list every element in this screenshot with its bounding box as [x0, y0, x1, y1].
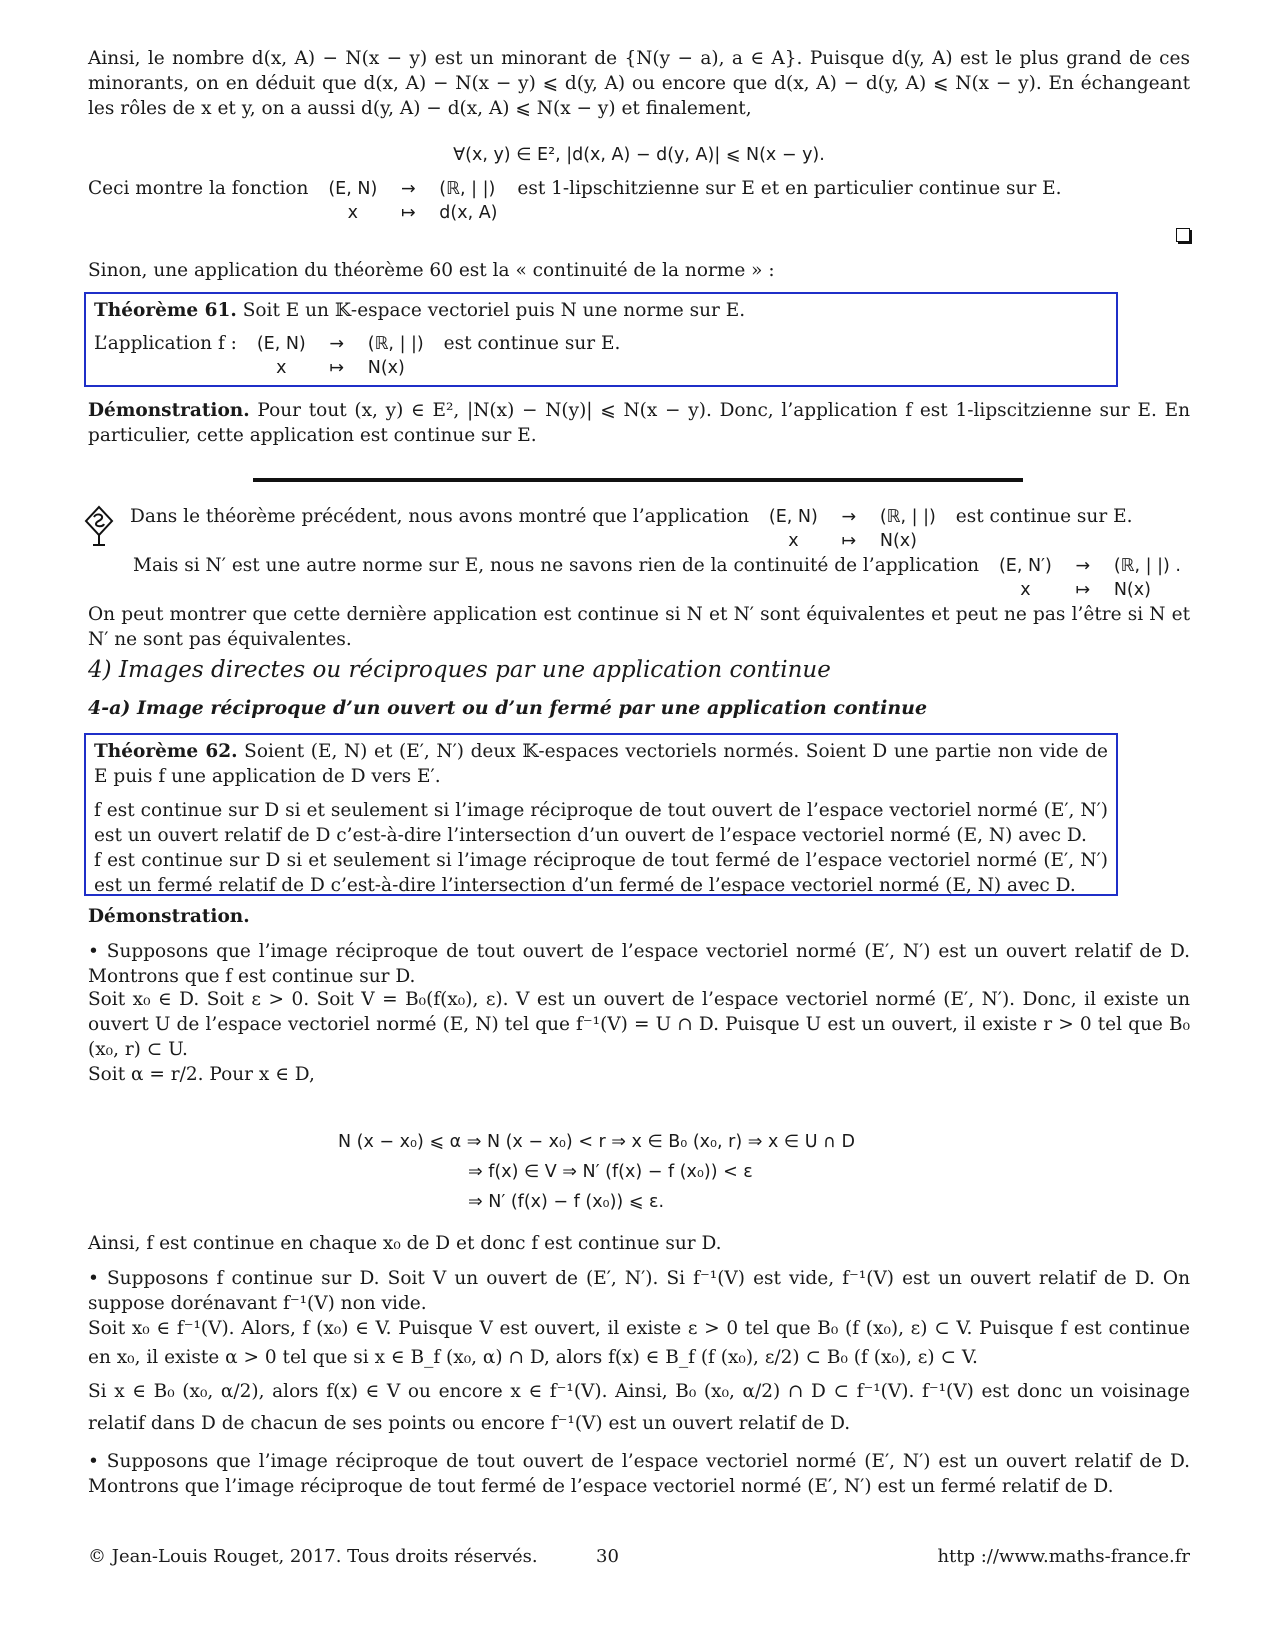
map-image: N(x): [367, 358, 405, 378]
implication-line-2: ⇒ f(x) ∈ V ⇒ N′ (f(x) − f (x₀)) < ε: [468, 1162, 753, 1182]
map-domain: (E, N): [768, 507, 818, 527]
demonstration-62-bullet-3: • Supposons que l’image réciproque de tout ouvert de l’espace vectoriel normé (E′, N′) est un ouvert relatif de D. Montrons que l’image réciproque de tout fermé de l’espace vectoriel normé (E′, N′) est un fermé relatif de D.: [88, 1451, 1190, 1497]
map-var: x: [788, 531, 799, 551]
section-4a-heading: 4-a) Image réciproque d’un ouvert ou d’un fermé par une application continue: [88, 697, 928, 719]
remark-question: Mais si N′ est une autre norme sur E, nous ne savons rien de la continuité de l’application: [133, 555, 980, 576]
map-to: ↦: [329, 358, 345, 378]
theorem-61-mapping: [257, 332, 424, 380]
paragraph-minorant: Ainsi, le nombre d(x, A) − N(x − y) est un minorant de {N(y − a), a ∈ A}. Puisque d(y, A) est le plus grand de ces minorants, on en déduit que d(x, A) − N(x − y) ⩽ d(y, A) ou encore que d(x, A) − d(y, A) ⩽ N(x − y). En échangeant les rôles de x et y, on a aussi d(y, A) − d(x, A) ⩽ N(x − y) et finalement,: [88, 48, 1190, 119]
map-arrow: →: [400, 179, 416, 199]
footer-page-number: 30: [596, 1546, 619, 1567]
mapping-distance: [328, 177, 497, 225]
demonstration-62-title: Démonstration.: [88, 906, 250, 927]
demonstration-61-title: Démonstration.: [88, 400, 250, 421]
theorem-62-open: f est continue sur D si et seulement si l’image réciproque de tout ouvert de l’espace vectoriel normé (E′, N′) est un ouvert relatif de D c’est-à-dire l’intersection d’un ouvert de l’espace vectoriel normé (E, N) avec D.: [94, 800, 1108, 846]
demonstration-62-conclusion-1: Ainsi, f est continue en chaque x₀ de D et donc f est continue sur D.: [88, 1233, 722, 1254]
remark-mapping-1: [769, 505, 936, 553]
theorem-61-box: [84, 292, 1118, 387]
map-arrow: →: [1075, 556, 1091, 576]
theorem-61-application: L’application f :: [94, 333, 237, 354]
map-to: ↦: [1075, 580, 1091, 600]
map-image: d(x, A): [439, 203, 498, 223]
theorem-61-text: Soit E un 𝕂-espace vectoriel puis N une norme sur E.: [242, 300, 746, 321]
map-domain: (E, N): [328, 179, 378, 199]
theorem-62-title: Théorème 62.: [94, 741, 238, 762]
implication-line-3: ⇒ N′ (f(x) − f (x₀)) ⩽ ε.: [468, 1192, 665, 1212]
map-codomain: (ℝ, | |): [439, 179, 496, 199]
theorem-62-text: Soient (E, N) et (E′, N′) deux 𝕂-espaces vectoriels normés. Soient D une partie non vide de E puis f une application de D vers E′.: [94, 741, 1108, 787]
demonstration-62-bullet-2: • Supposons f continue sur D. Soit V un ouvert de (E′, N′). Si f⁻¹(V) est vide, f⁻¹(V) est un ouvert relatif de D. On suppose dorénavant f⁻¹(V) non vide.: [88, 1268, 1190, 1314]
demonstration-62-bullet-1-proof: Soit x₀ ∈ D. Soit ε > 0. Soit V = B₀(f(x₀), ε). V est un ouvert de l’espace vectoriel normé (E′, N′). Donc, il existe un ouvert U de l’espace vectoriel normé (E, N) tel que f⁻¹(V) = U ∩ D. Puisque U est un ouvert, il existe r > 0 tel que B₀ (x₀, r) ⊂ U.: [88, 989, 1190, 1060]
demonstration-61-text: Pour tout (x, y) ∈ E², |N(x) − N(y)| ⩽ N(x − y). Donc, l’application f est 1-lipscitzienne sur E. En particulier, cette application est continue sur E.: [88, 400, 1190, 446]
map-var: x: [347, 203, 358, 223]
demonstration-61: [88, 398, 1190, 448]
remark-line-1: [130, 505, 1190, 553]
dangerous-bend-icon: [84, 505, 114, 549]
map-var: x: [276, 358, 287, 378]
function-intro: Ceci montre la fonction: [88, 178, 309, 199]
implication-line-1: N (x − x₀) ⩽ α ⇒ N (x − x₀) < r ⇒ x ∈ B₀ (x₀, r) ⇒ x ∈ U ∩ D: [338, 1132, 855, 1152]
map-codomain: (ℝ, | |): [367, 334, 424, 354]
map-codomain: (ℝ, | |): [879, 507, 936, 527]
function-conclusion: est 1-lipschitzienne sur E et en particulier continue sur E.: [517, 178, 1062, 199]
remark-line-2: [133, 554, 1193, 602]
map-codomain: (ℝ, | |) .: [1113, 556, 1181, 576]
demonstration-62-bullet-2-neighbourhood: Si x ∈ B₀ (x₀, α/2), alors f(x) ∈ V ou encore x ∈ f⁻¹(V). Ainsi, B₀ (x₀, α/2) ∩ D ⊂ f⁻¹(V). f⁻¹(V) est donc un voisinage relatif dans D de chacun de ses points ou encore f⁻¹(V) est un ouvert relatif de D.: [88, 1381, 1190, 1434]
theorem-61-conclusion: est continue sur E.: [443, 333, 621, 354]
map-image: N(x): [879, 531, 917, 551]
remark-mapping-2: [999, 554, 1181, 602]
map-domain: (E, N′): [998, 556, 1052, 576]
footer-copyright: © Jean-Louis Rouget, 2017. Tous droits réservés.: [88, 1546, 538, 1567]
qed-square-icon: [1176, 228, 1190, 242]
section-divider: [253, 478, 1023, 482]
map-arrow: →: [841, 507, 857, 527]
demonstration-62-bullet-1: • Supposons que l’image réciproque de tout ouvert de l’espace vectoriel normé (E′, N′) est un ouvert relatif de D. Montrons que f est continue sur D.: [88, 941, 1190, 987]
demonstration-62-alpha: Soit α = r/2. Pour x ∈ D,: [88, 1064, 315, 1085]
theorem-61-title: Théorème 61.: [94, 300, 237, 321]
demonstration-62-bullet-2-proof: Soit x₀ ∈ f⁻¹(V). Alors, f (x₀) ∈ V. Puisque V est ouvert, il existe ε > 0 tel que B₀ (f (x₀), ε) ⊂ V. Puisque f est continue en x₀, il existe α > 0 tel que si x ∈ B_f (x₀, α) ∩ D, alors f(x) ∈ B_f (f (x₀), ε/2) ⊂ B₀ (f (x₀), ε) ⊂ V.: [88, 1318, 1190, 1368]
footer-website-link[interactable]: http ://www.maths-france.fr: [937, 1546, 1190, 1567]
theorem-62-box: [84, 733, 1118, 896]
map-image: N(x): [1113, 580, 1151, 600]
map-to: ↦: [400, 203, 416, 223]
map-domain: (E, N): [256, 334, 306, 354]
theorem-62-closed: f est continue sur D si et seulement si l’image réciproque de tout fermé de l’espace vectoriel normé (E′, N′) est un fermé relatif de D c’est-à-dire l’intersection d’un fermé de l’espace vectoriel normé (E, N) avec D.: [94, 850, 1108, 896]
paragraph-function: [88, 177, 1190, 225]
map-to: ↦: [841, 531, 857, 551]
equation-lipschitz: ∀(x, y) ∈ E², |d(x, A) − d(y, A)| ⩽ N(x − y).: [453, 145, 825, 165]
paragraph-norm-continuity: Sinon, une application du théorème 60 est la « continuité de la norme » :: [88, 260, 775, 281]
section-4-heading: 4) Images directes ou réciproques par une application continue: [88, 657, 831, 683]
remark-conclusion: est continue sur E.: [955, 506, 1133, 527]
remark-intro: Dans le théorème précédent, nous avons montré que l’application: [130, 506, 750, 527]
remark-equivalence: On peut montrer que cette dernière application est continue si N et N′ sont équivalentes et peut ne pas l’être si N et N′ ne sont pas équivalentes.: [88, 604, 1190, 650]
map-arrow: →: [329, 334, 345, 354]
map-var: x: [1020, 580, 1031, 600]
